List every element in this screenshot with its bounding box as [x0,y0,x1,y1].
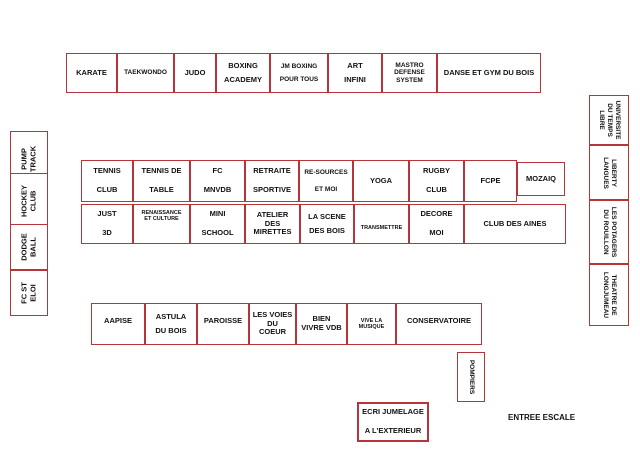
booth-label: MIRETTES [253,227,292,237]
booth-label: JUST [97,209,117,219]
booth-voies-du-coeur [249,303,296,345]
booth-retraite-sportive [245,160,299,202]
booth-label: LES POTAGERS [610,206,618,258]
booth-label: BALL [29,237,38,258]
booth-fc-mnvdb [190,160,245,202]
booth-label-group [601,272,617,318]
booth-transmettre [354,204,409,244]
booth-label: RE-SOURCES [304,168,348,176]
booth-label: CLUB DES AINES [483,218,547,228]
booth-just-3d [81,204,133,244]
booth-label: RENAISSANCE [141,210,182,216]
booth-pompiers [457,352,485,402]
booth-label: DU TEMPS [606,103,614,137]
booth-label: ART [347,60,363,70]
booth-label: A L'EXTERIEUR [364,426,422,435]
booth-label: MUSIQUE [358,324,385,330]
booth-vive-la-musique [347,303,396,345]
booth-label: MASTRO [395,61,424,69]
booth-label: FCPE [480,175,501,185]
booth-mozaiq [517,162,565,196]
booth-label: DECORE [420,209,453,219]
booth-label: MINI [209,209,226,219]
booth-label: CLUB [96,185,118,194]
booth-ecri-jumelage [357,402,429,442]
booth-label: JM BOXING [280,63,318,71]
booth-astula [145,303,197,345]
booth-label: DEFENSE [394,69,425,77]
booth-label: CLUB [29,190,38,212]
booth-label: INFINI [344,74,366,84]
booth-hockey-club [10,173,48,229]
booth-club-des-aines [464,204,566,244]
booth-renaissance [133,204,190,244]
booth-label: MOZAIQ [526,173,556,183]
booth-fcpe [464,160,517,202]
booth-label: TRACK [29,145,38,173]
booth-atelier-mirettes [245,204,300,244]
booth-label: DES BOIS [309,225,345,235]
booth-rugby-club [409,160,464,202]
booth-boxing-academy [216,53,270,93]
booth-label: BOXING [228,60,258,70]
booth-art-infini [328,53,382,93]
booth-label: DANSE ET GYM DU BOIS [443,67,535,77]
booth-label: DODGE [19,233,29,261]
booth-label: TRANSMETTRE [360,225,403,232]
booth-label: ATELIER [256,210,289,220]
booth-jm-boxing [270,53,328,93]
booth-label: POMPIERS [468,359,476,395]
booth-label-group [601,207,617,257]
booth-label: SYSTEM [396,76,423,84]
booth-re-sources [299,160,353,202]
booth-label: TABLE [149,185,174,194]
booth-label-group [20,233,39,261]
booth-tennis-de-table [133,160,190,202]
booth-conservatoire [396,303,482,345]
booth-label: TENNIS DE [141,166,182,176]
booth-label: ECRI JUMELAGE [362,407,424,417]
booth-label: ET CULTURE [144,216,179,223]
booth-yoga [353,160,409,202]
booth-label: LONGJUMEAU [602,271,609,319]
booth-tennis-club [81,160,133,202]
booth-taekwondo [117,53,174,93]
booth-label: JUDO [184,67,206,77]
booth-label: CONSERVATOIRE [406,316,472,325]
booth-potagers-rouillon [589,200,629,264]
booth-label: ASTULA [155,311,187,321]
booth-label-group [20,185,39,217]
booth-decore-moi [409,204,464,244]
booth-theatre-longjumeau [589,264,629,326]
booth-label: ACADEMY [224,74,262,84]
booth-label: LIBERTY [610,158,618,187]
booth-label: LIBRE [597,110,605,130]
booth-label: ELOI [29,284,38,302]
booth-label: DES [264,218,281,228]
booth-fc-st-eloi [10,270,48,316]
booth-label: TAEKWONDO [124,69,167,77]
booth-label: LANGUES [602,156,609,189]
booth-liberty-langues [589,145,629,200]
booth-label: PAROISSE [203,316,243,325]
booth-label: COEUR [258,327,287,337]
booth-label: THEATRE DE [610,274,618,316]
booth-label: RUGBY [422,166,451,176]
booth-danse-gym [437,53,541,93]
booth-label: HOCKEY [19,184,29,218]
booth-label: VIVRE VDB [301,323,342,332]
booth-label-group [20,146,39,172]
booth-label: LES VOIES [252,310,293,320]
booth-label-group [601,157,617,189]
booth-label: 3D [102,228,112,237]
booth-label: MOI [429,228,444,237]
booth-label: CLUB [426,185,447,194]
booth-label: FC ST [19,282,29,304]
booth-mastro-defense [382,53,437,93]
booth-paroisse [197,303,249,345]
booth-label: LA SCENE [308,211,346,221]
booth-label: SPORTIVE [253,185,291,194]
entree-escale-label: ENTREE ESCALE [508,413,576,422]
booth-bien-vivre [296,303,347,345]
booth-la-scene [300,204,354,244]
booth-label: POUR TOUS [279,75,319,83]
booth-karate [66,53,117,93]
booth-label: VIVE LA [360,317,383,324]
booth-label: MNVDB [203,185,232,194]
booth-aapise [91,303,145,345]
booth-label: RETRAITE [253,166,291,176]
booth-label: KARATE [76,67,107,77]
booth-label: DU [267,318,278,328]
booth-universite-temps-libre [589,95,629,145]
booth-label: UNIVERSITE [614,100,622,140]
booth-label-group [597,100,621,139]
booth-label: DU BOIS [155,325,187,335]
booth-label: YOGA [369,175,393,185]
booth-judo [174,53,216,93]
booth-mini-school [190,204,245,244]
booth-label-group [20,282,39,304]
booth-label: DU ROUILLON [602,209,609,255]
booth-label: FC [212,166,223,176]
booth-label: PUMP [19,148,29,170]
booth-label: TENNIS [93,166,121,176]
booth-dodge-ball [10,224,48,270]
booth-label: BIEN [312,314,331,324]
booth-label: SCHOOL [201,228,234,237]
booth-label: AAPISE [104,316,132,325]
booth-label: ET MOI [314,186,338,193]
